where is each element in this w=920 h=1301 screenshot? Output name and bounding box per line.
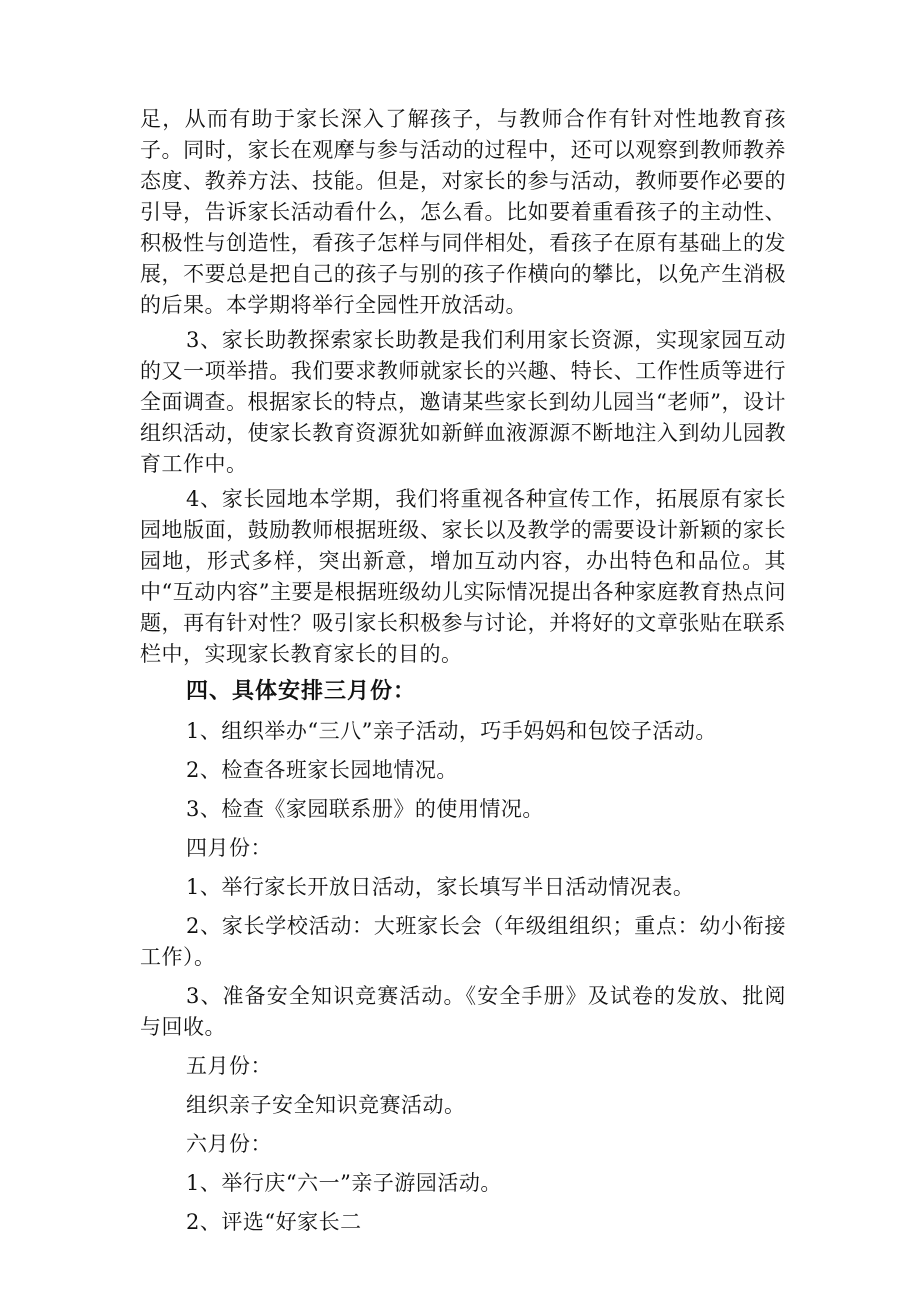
paragraph-parent-assistant: 3、家长助教探索家长助教是我们利用家长资源，实现家园互动的又一项举措。我们要求教师就家长的兴趣、特长、工作性质等进行全面调查。根据家长的特点，邀请某些家长到幼儿园当“老师”，设计组织活动，使家长教育资源犹如新鲜血液源源不断地注入到幼儿园教育工作中。 (140, 328, 786, 476)
list-item-march-2: 2、检查各班家长园地情况。 (186, 758, 458, 782)
list-item-may-1: 组织亲子安全知识竞赛活动。 (186, 1093, 466, 1117)
list-item-april-1: 1、举行家长开放日活动，家长填写半日活动情况表。 (186, 875, 695, 899)
list-item-april-3: 3、准备安全知识竞赛活动。《安全手册》及试卷的发放、批阅与回收。 (140, 984, 786, 1039)
list-item-april-2: 2、家长学校活动：大班家长会（年级组组织；重点：幼小衔接工作）。 (140, 914, 786, 969)
month-label-may: 五月份： (186, 1054, 272, 1078)
paragraph-intro: 足，从而有助于家长深入了解孩子，与教师合作有针对性地教育孩子。同时，家长在观摩与参与活动的过程中，还可以观察到教师教养态度、教养方法、技能。但是，对家长的参与活动，教师要作必要的引导，告诉家长活动看什么，怎么看。比如要着重看孩子的主动性、积极性与创造性，看孩子怎样与同伴相处，看孩子在原有基础上的发展，不要总是把自己的孩子与别的孩子作横向的攀比，以免产生消极的后果。本学期将举行全园性开放活动。 (140, 107, 786, 317)
section-heading: 四、具体安排三月份： (186, 679, 417, 704)
paragraph-parent-garden: 4、家长园地本学期，我们将重视各种宣传工作，拓展原有家长园地版面，鼓励教师根据班级、家长以及教学的需要设计新颖的家长园地，形式多样，突出新意，增加互动内容，办出特色和品位。其中“互动内容”主要是根据班级幼儿实际情况提出各种家庭教育热点问题，再有针对性？吸引家长积极参与讨论，并将好的文章张贴在联系栏中，实现家长教育家长的目的。 (140, 487, 786, 666)
document-body (140, 104, 786, 1246)
month-label-april: 四月份： (186, 836, 272, 860)
list-item-june-2: 2、评选“好家长二 (186, 1210, 362, 1234)
list-item-march-3: 3、检查《家园联系册》的使用情况。 (186, 797, 544, 821)
month-label-june: 六月份： (186, 1132, 272, 1156)
list-item-march-1: 1、组织举办“三八”亲子活动，巧手妈妈和包饺子活动。 (186, 719, 717, 743)
list-item-june-1: 1、举行庆“六一”亲子游园活动。 (186, 1171, 502, 1195)
